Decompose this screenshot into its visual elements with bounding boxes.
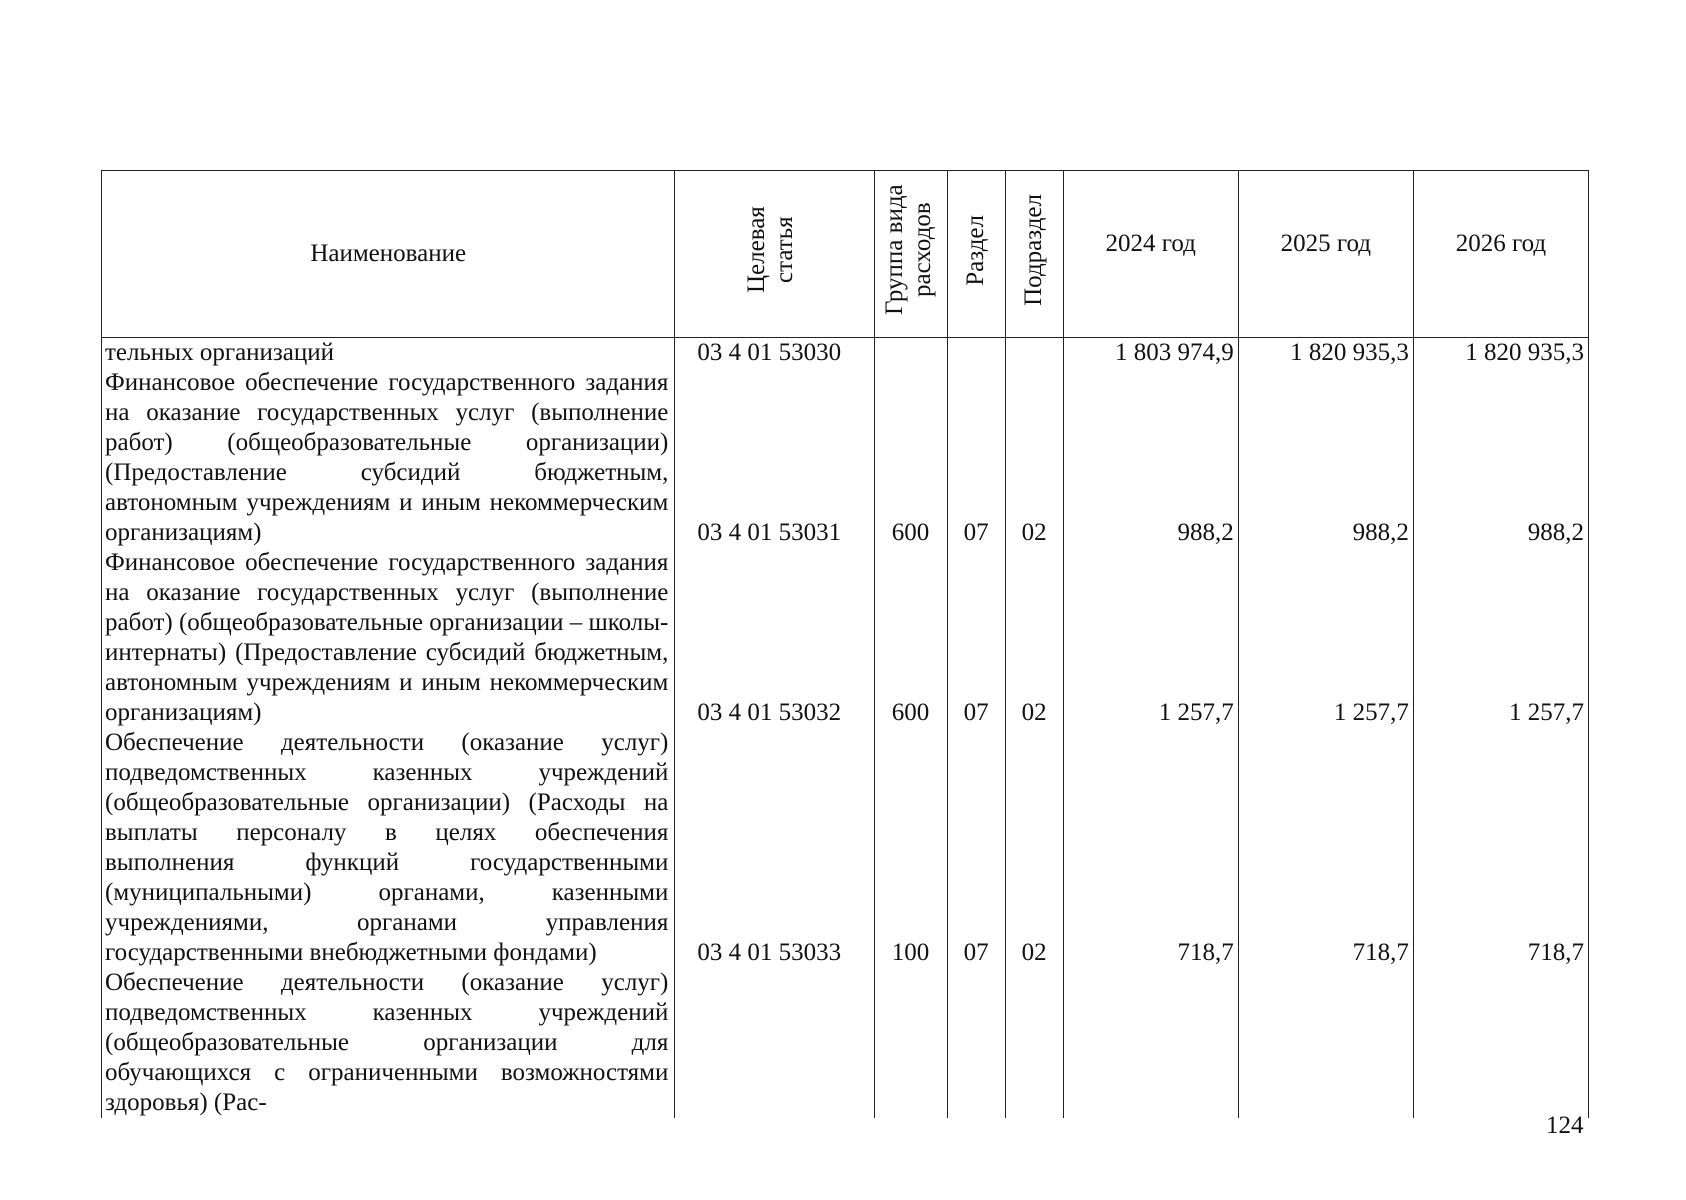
row-section: 07 [947, 368, 1005, 548]
header-section-label: Раздел [962, 214, 990, 286]
header-2024 [1063, 171, 1238, 338]
table-row [102, 548, 1589, 728]
row-2024: 1 257,7 [1063, 548, 1238, 728]
row-name: Обеспечение деятельности (оказание услуг) подведомственных казенных учреждений (общеобразовательные организации) (Расходы на выплаты персоналу в целях обеспечения выполнения функций государственными (муниципальными) органами, казенными учреждениями, органами управления государственными внебюджетными фондами) [102, 728, 675, 968]
row-expense-group [874, 968, 947, 1118]
row-2024: 718,7 [1063, 728, 1238, 968]
row-expense-group: 100 [874, 728, 947, 968]
header-section [947, 171, 1005, 338]
header-expense-group-label: Группа вида расходов [880, 184, 936, 316]
row-2025 [1238, 968, 1413, 1118]
header-2025-label: 2025 год [1280, 230, 1371, 257]
header-name [102, 171, 675, 338]
row-subsection: 02 [1005, 368, 1063, 548]
budget-table-container [101, 170, 1589, 1118]
header-2025 [1238, 171, 1413, 338]
header-target-article [675, 171, 874, 338]
row-2026: 718,7 [1413, 728, 1588, 968]
row-expense-group [874, 338, 947, 369]
row-name: Финансовое обеспечение государственного задания на оказание государственных услуг (выполнение работ) (общеобразовательные организации – школы-интернаты) (Предоставление субсидий бюджетным, автономным учреждениям и иным некоммерческим организациям) [102, 548, 675, 728]
row-2025: 1 820 935,3 [1238, 338, 1413, 369]
table-row [102, 968, 1589, 1118]
row-2026 [1413, 968, 1588, 1118]
header-name-label: Наименование [310, 240, 467, 267]
header-target-article-label: Целевая статья [743, 206, 799, 294]
budget-table [101, 170, 1589, 1118]
table-header [102, 171, 1589, 338]
table-body [102, 338, 1589, 1119]
row-section [947, 338, 1005, 369]
row-2026: 1 820 935,3 [1413, 338, 1588, 369]
row-target-article: 03 4 01 53031 [675, 368, 874, 548]
row-2024: 988,2 [1063, 368, 1238, 548]
row-target-article: 03 4 01 53033 [675, 728, 874, 968]
row-name: Обеспечение деятельности (оказание услуг) подведомственных казенных учреждений (общеобразовательные организации для обучающихся с ограниченными возможностями здоровья) (Рас- [102, 968, 675, 1118]
header-expense-group [874, 171, 947, 338]
header-2026 [1413, 171, 1588, 338]
row-section: 07 [947, 728, 1005, 968]
table-row [102, 728, 1589, 968]
header-subsection-label: Подраздел [1020, 194, 1048, 306]
row-subsection: 02 [1005, 548, 1063, 728]
row-subsection [1005, 338, 1063, 369]
row-expense-group: 600 [874, 368, 947, 548]
row-2026: 988,2 [1413, 368, 1588, 548]
row-target-article [675, 968, 874, 1118]
row-2024 [1063, 968, 1238, 1118]
row-2026: 1 257,7 [1413, 548, 1588, 728]
row-subsection: 02 [1005, 728, 1063, 968]
row-subsection [1005, 968, 1063, 1118]
header-2026-label: 2026 год [1455, 230, 1547, 257]
row-section: 07 [947, 548, 1005, 728]
row-name: Финансовое обеспечение государственного задания на оказание государственных услуг (выполнение работ) (общеобразовательные организации) (Предоставление субсидий бюджетным, автономным учреждениям и иным некоммерческим организациям) [102, 368, 675, 548]
row-expense-group: 600 [874, 548, 947, 728]
row-2024: 1 803 974,9 [1063, 338, 1238, 369]
header-row [102, 171, 1589, 338]
row-2025: 988,2 [1238, 368, 1413, 548]
header-2024-label: 2024 год [1105, 230, 1196, 257]
row-target-article: 03 4 01 53032 [675, 548, 874, 728]
row-target-article: 03 4 01 53030 [675, 338, 874, 369]
table-row [102, 368, 1589, 548]
row-2025: 1 257,7 [1238, 548, 1413, 728]
table-row [102, 338, 1589, 369]
row-2025: 718,7 [1238, 728, 1413, 968]
page-number: 124 [1546, 1112, 1584, 1139]
row-section [947, 968, 1005, 1118]
row-name: тельных организаций [102, 338, 675, 369]
header-subsection [1005, 171, 1063, 338]
